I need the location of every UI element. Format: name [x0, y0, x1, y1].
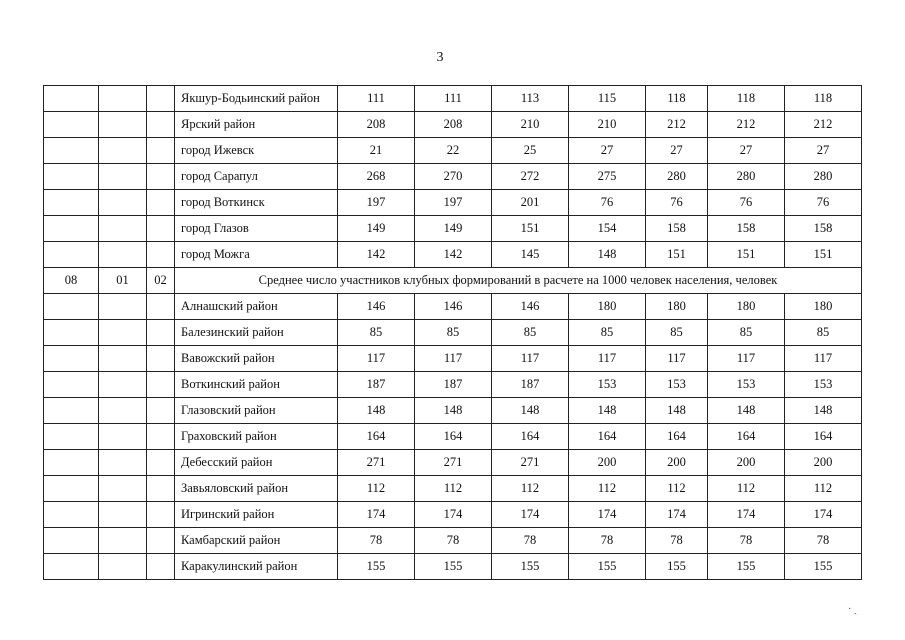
value-cell: 155 — [569, 554, 646, 580]
value-cell: 158 — [646, 216, 708, 242]
value-cell: 201 — [492, 190, 569, 216]
table-row — [44, 502, 862, 528]
value-cell: 117 — [785, 346, 862, 372]
code-cell — [44, 112, 99, 138]
value-cell: 148 — [569, 242, 646, 268]
code-cell — [99, 398, 147, 424]
value-cell: 112 — [646, 476, 708, 502]
code-cell — [147, 398, 175, 424]
value-cell: 280 — [646, 164, 708, 190]
table-body-before — [44, 86, 862, 268]
code-cell — [44, 346, 99, 372]
table-row — [44, 320, 862, 346]
code-cell — [44, 242, 99, 268]
table-row — [44, 346, 862, 372]
value-cell: 85 — [338, 320, 415, 346]
district-name: город Можга — [175, 242, 338, 268]
value-cell: 174 — [785, 502, 862, 528]
district-name: Глазовский район — [175, 398, 338, 424]
code-cell — [99, 528, 147, 554]
value-cell: 187 — [492, 372, 569, 398]
code-cell — [99, 294, 147, 320]
value-cell: 174 — [338, 502, 415, 528]
district-name: Алнашский район — [175, 294, 338, 320]
code-cell — [99, 554, 147, 580]
table-row — [44, 554, 862, 580]
value-cell: 112 — [338, 476, 415, 502]
value-cell: 148 — [708, 398, 785, 424]
value-cell: 210 — [569, 112, 646, 138]
value-cell: 145 — [492, 242, 569, 268]
value-cell: 158 — [708, 216, 785, 242]
code-cell — [44, 528, 99, 554]
code-cell — [147, 476, 175, 502]
value-cell: 268 — [338, 164, 415, 190]
value-cell: 112 — [569, 476, 646, 502]
value-cell: 180 — [646, 294, 708, 320]
value-cell: 117 — [569, 346, 646, 372]
value-cell: 76 — [569, 190, 646, 216]
value-cell: 155 — [415, 554, 492, 580]
value-cell: 146 — [338, 294, 415, 320]
value-cell: 155 — [785, 554, 862, 580]
code-cell — [44, 502, 99, 528]
code-cell — [147, 216, 175, 242]
data-table — [43, 85, 862, 580]
value-cell: 174 — [646, 502, 708, 528]
scan-specks: · ˏ — [848, 604, 858, 615]
value-cell: 148 — [338, 398, 415, 424]
code-cell — [44, 190, 99, 216]
value-cell: 180 — [708, 294, 785, 320]
table-row — [44, 294, 862, 320]
value-cell: 78 — [785, 528, 862, 554]
table-row — [44, 398, 862, 424]
value-cell: 164 — [785, 424, 862, 450]
value-cell: 117 — [646, 346, 708, 372]
code-cell — [147, 294, 175, 320]
district-name: Воткинский район — [175, 372, 338, 398]
value-cell: 280 — [708, 164, 785, 190]
code-cell — [147, 424, 175, 450]
value-cell: 154 — [569, 216, 646, 242]
value-cell: 78 — [569, 528, 646, 554]
value-cell: 76 — [708, 190, 785, 216]
table-row — [44, 112, 862, 138]
code-cell — [99, 216, 147, 242]
value-cell: 118 — [785, 86, 862, 112]
value-cell: 212 — [646, 112, 708, 138]
value-cell: 212 — [785, 112, 862, 138]
table-row — [44, 450, 862, 476]
code-cell — [147, 164, 175, 190]
value-cell: 174 — [415, 502, 492, 528]
value-cell: 111 — [415, 86, 492, 112]
code-cell — [147, 86, 175, 112]
value-cell: 148 — [415, 398, 492, 424]
code-cell — [44, 86, 99, 112]
value-cell: 112 — [492, 476, 569, 502]
code-cell — [147, 320, 175, 346]
code-cell — [44, 164, 99, 190]
value-cell: 22 — [415, 138, 492, 164]
code-cell — [99, 346, 147, 372]
value-cell: 174 — [492, 502, 569, 528]
value-cell: 78 — [708, 528, 785, 554]
value-cell: 85 — [785, 320, 862, 346]
value-cell: 85 — [646, 320, 708, 346]
value-cell: 111 — [338, 86, 415, 112]
table-row — [44, 424, 862, 450]
code-cell — [99, 138, 147, 164]
code-cell — [99, 242, 147, 268]
value-cell: 78 — [646, 528, 708, 554]
value-cell: 78 — [338, 528, 415, 554]
district-name: Каракулинский район — [175, 554, 338, 580]
value-cell: 27 — [708, 138, 785, 164]
code-cell — [44, 450, 99, 476]
value-cell: 146 — [415, 294, 492, 320]
value-cell: 153 — [708, 372, 785, 398]
code-cell — [44, 294, 99, 320]
district-name: город Глазов — [175, 216, 338, 242]
value-cell: 78 — [492, 528, 569, 554]
table-row — [44, 372, 862, 398]
value-cell: 78 — [415, 528, 492, 554]
value-cell: 151 — [646, 242, 708, 268]
district-name: город Сарапул — [175, 164, 338, 190]
value-cell: 280 — [785, 164, 862, 190]
value-cell: 180 — [569, 294, 646, 320]
value-cell: 174 — [708, 502, 785, 528]
code-cell — [147, 502, 175, 528]
value-cell: 208 — [338, 112, 415, 138]
code-cell — [147, 112, 175, 138]
section-title: Среднее число участников клубных формирований в расчете на 1000 человек населения, человек — [175, 268, 862, 294]
value-cell: 27 — [785, 138, 862, 164]
value-cell: 27 — [569, 138, 646, 164]
value-cell: 142 — [338, 242, 415, 268]
value-cell: 180 — [785, 294, 862, 320]
value-cell: 115 — [569, 86, 646, 112]
value-cell: 148 — [785, 398, 862, 424]
district-name: Якшур-Бодьинский район — [175, 86, 338, 112]
code-cell — [99, 112, 147, 138]
code-cell — [99, 190, 147, 216]
value-cell: 208 — [415, 112, 492, 138]
value-cell: 158 — [785, 216, 862, 242]
value-cell: 187 — [338, 372, 415, 398]
table-row — [44, 138, 862, 164]
value-cell: 85 — [569, 320, 646, 346]
table-row — [44, 190, 862, 216]
value-cell: 151 — [492, 216, 569, 242]
code-cell — [99, 164, 147, 190]
table-row — [44, 476, 862, 502]
value-cell: 271 — [415, 450, 492, 476]
value-cell: 200 — [646, 450, 708, 476]
district-name: Граховский район — [175, 424, 338, 450]
value-cell: 155 — [646, 554, 708, 580]
value-cell: 200 — [708, 450, 785, 476]
value-cell: 25 — [492, 138, 569, 164]
value-cell: 197 — [338, 190, 415, 216]
value-cell: 117 — [415, 346, 492, 372]
code-cell — [44, 554, 99, 580]
value-cell: 153 — [646, 372, 708, 398]
value-cell: 155 — [338, 554, 415, 580]
value-cell: 85 — [415, 320, 492, 346]
value-cell: 27 — [646, 138, 708, 164]
district-name: город Воткинск — [175, 190, 338, 216]
code-cell — [147, 138, 175, 164]
value-cell: 112 — [708, 476, 785, 502]
code-cell — [99, 320, 147, 346]
value-cell: 118 — [708, 86, 785, 112]
value-cell: 21 — [338, 138, 415, 164]
value-cell: 164 — [338, 424, 415, 450]
value-cell: 155 — [492, 554, 569, 580]
value-cell: 148 — [492, 398, 569, 424]
value-cell: 151 — [785, 242, 862, 268]
code-cell — [44, 138, 99, 164]
value-cell: 187 — [415, 372, 492, 398]
value-cell: 271 — [338, 450, 415, 476]
district-name: Ярский район — [175, 112, 338, 138]
code-cell — [44, 424, 99, 450]
value-cell: 164 — [646, 424, 708, 450]
code-cell — [147, 190, 175, 216]
value-cell: 153 — [569, 372, 646, 398]
section-code-3: 02 — [147, 268, 175, 294]
value-cell: 117 — [338, 346, 415, 372]
table-body-after — [44, 294, 862, 580]
value-cell: 85 — [492, 320, 569, 346]
code-cell — [147, 346, 175, 372]
value-cell: 148 — [569, 398, 646, 424]
table-row — [44, 164, 862, 190]
value-cell: 149 — [415, 216, 492, 242]
value-cell: 151 — [708, 242, 785, 268]
value-cell: 275 — [569, 164, 646, 190]
value-cell: 212 — [708, 112, 785, 138]
code-cell — [44, 320, 99, 346]
value-cell: 153 — [785, 372, 862, 398]
code-cell — [147, 554, 175, 580]
value-cell: 85 — [708, 320, 785, 346]
district-name: Балезинский район — [175, 320, 338, 346]
table-row — [44, 86, 862, 112]
district-name: Камбарский район — [175, 528, 338, 554]
district-name: Дебесский район — [175, 450, 338, 476]
value-cell: 117 — [708, 346, 785, 372]
value-cell: 155 — [708, 554, 785, 580]
district-name: город Ижевск — [175, 138, 338, 164]
value-cell: 76 — [785, 190, 862, 216]
value-cell: 117 — [492, 346, 569, 372]
value-cell: 112 — [415, 476, 492, 502]
table-row — [44, 216, 862, 242]
code-cell — [44, 216, 99, 242]
page-number: 3 — [436, 50, 444, 65]
section-code-1: 08 — [44, 268, 99, 294]
code-cell — [99, 502, 147, 528]
value-cell: 142 — [415, 242, 492, 268]
code-cell — [99, 450, 147, 476]
section-code-2: 01 — [99, 268, 147, 294]
code-cell — [147, 242, 175, 268]
value-cell: 112 — [785, 476, 862, 502]
value-cell: 164 — [569, 424, 646, 450]
code-cell — [99, 372, 147, 398]
value-cell: 113 — [492, 86, 569, 112]
code-cell — [44, 476, 99, 502]
value-cell: 271 — [492, 450, 569, 476]
value-cell: 149 — [338, 216, 415, 242]
value-cell: 164 — [492, 424, 569, 450]
value-cell: 272 — [492, 164, 569, 190]
district-name: Игринский район — [175, 502, 338, 528]
table-row — [44, 528, 862, 554]
code-cell — [147, 528, 175, 554]
value-cell: 200 — [785, 450, 862, 476]
value-cell: 200 — [569, 450, 646, 476]
value-cell: 118 — [646, 86, 708, 112]
value-cell: 146 — [492, 294, 569, 320]
value-cell: 197 — [415, 190, 492, 216]
code-cell — [99, 476, 147, 502]
value-cell: 164 — [415, 424, 492, 450]
code-cell — [147, 372, 175, 398]
section-header-group — [44, 268, 862, 294]
district-name: Вавожский район — [175, 346, 338, 372]
value-cell: 210 — [492, 112, 569, 138]
code-cell — [44, 372, 99, 398]
code-cell — [44, 398, 99, 424]
value-cell: 76 — [646, 190, 708, 216]
code-cell — [99, 86, 147, 112]
value-cell: 174 — [569, 502, 646, 528]
code-cell — [99, 424, 147, 450]
table-row — [44, 242, 862, 268]
value-cell: 270 — [415, 164, 492, 190]
code-cell — [147, 450, 175, 476]
section-header-row — [44, 268, 862, 294]
value-cell: 148 — [646, 398, 708, 424]
value-cell: 164 — [708, 424, 785, 450]
district-name: Завьяловский район — [175, 476, 338, 502]
